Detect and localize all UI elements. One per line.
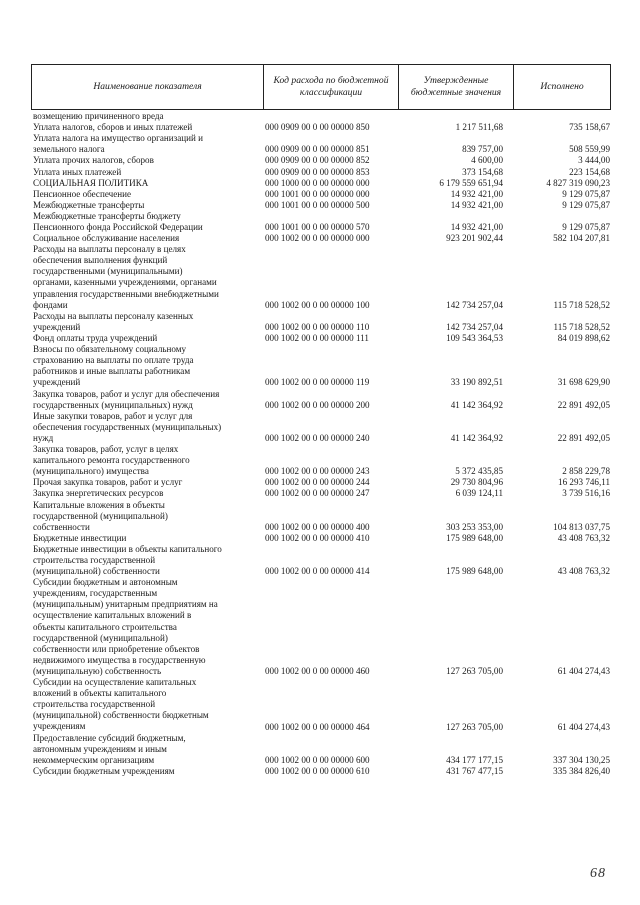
row-approved: 41 142 364,92 <box>450 399 503 410</box>
table-row <box>0 477 640 488</box>
row-executed: 3 444,00 <box>578 155 610 166</box>
row-executed: 61 404 274,43 <box>557 721 610 732</box>
row-code: 000 1001 00 0 00 00000 570 <box>265 221 370 232</box>
row-executed: 2 858 229,78 <box>562 466 610 477</box>
row-approved: 41 142 364,92 <box>450 432 503 443</box>
row-executed: 16 293 746,11 <box>558 477 610 488</box>
row-executed: 3 739 516,16 <box>562 488 610 499</box>
row-approved: 4 600,00 <box>471 155 503 166</box>
row-executed: 22 891 492,05 <box>557 399 610 410</box>
row-executed: 61 404 274,43 <box>557 665 610 676</box>
table-row <box>0 488 640 499</box>
row-executed: 735 158,67 <box>569 122 610 133</box>
row-approved: 923 201 902,44 <box>446 233 503 244</box>
row-code: 000 0909 00 0 00 00000 852 <box>265 155 370 166</box>
row-executed: 9 129 075,87 <box>562 188 610 199</box>
row-approved: 1 217 511,68 <box>455 122 503 133</box>
row-code: 000 1002 00 0 00 00000 410 <box>265 532 370 543</box>
handwritten-page-number: 68 <box>590 866 606 881</box>
row-code: 000 1002 00 0 00 00000 111 <box>265 333 369 343</box>
row-approved: 14 932 421,00 <box>450 199 503 210</box>
row-executed: 508 559,99 <box>569 144 610 155</box>
row-code: 000 1002 00 0 00 00000 414 <box>265 566 370 577</box>
row-approved: 142 734 257,04 <box>446 299 503 310</box>
header-code-column: Код расхода по бюджетной классификации <box>263 64 398 110</box>
row-code: 000 1002 00 0 00 00000 600 <box>265 754 370 765</box>
row-name: Пенсионное обеспечение <box>33 188 132 199</box>
row-name: Расходы на выплаты персоналу казенных учреждений <box>33 310 194 332</box>
table-row <box>0 544 640 577</box>
table-row <box>0 233 640 244</box>
row-code: 000 0909 00 0 00 00000 851 <box>265 144 370 155</box>
row-approved: 6 039 124,11 <box>455 488 503 499</box>
table-row <box>0 344 640 388</box>
row-executed: 582 104 207,81 <box>553 233 610 244</box>
row-code: 000 0909 00 0 00 00000 853 <box>265 166 370 177</box>
row-name: Социальное обслуживание населения <box>33 233 180 244</box>
row-executed: 223 154,68 <box>569 166 610 177</box>
row-code: 000 1002 00 0 00 00000 243 <box>265 466 370 477</box>
row-executed: 4 827 319 090,23 <box>546 177 610 188</box>
row-executed: 104 813 037,75 <box>553 521 610 532</box>
header-executed-column: Исполнено <box>513 64 611 110</box>
row-executed: 115 718 528,52 <box>553 299 610 310</box>
table-row <box>0 244 640 311</box>
table-row <box>0 211 640 233</box>
row-name: Межбюджетные трансферты <box>33 199 145 210</box>
row-name: Субсидии бюджетным и автономным учреждениям, государственным (муниципальным) унитарным предприятиям на осуществление капитальных вложений в объекты капитального строительства государственной (муниципальной) собственности или приобретение объектов недвижимого имущества в государственную (муниципальную) собственность <box>33 577 218 676</box>
row-code: 000 1002 00 0 00 00000 460 <box>265 665 370 676</box>
row-name: Бюджетные инвестиции <box>33 532 127 543</box>
row-name: Закупка энергетических ресурсов <box>33 488 164 499</box>
row-approved: 127 263 705,00 <box>446 665 503 676</box>
table-row <box>0 677 640 733</box>
row-code: 000 1002 00 0 00 00000 110 <box>265 321 370 332</box>
row-approved: 373 154,68 <box>462 166 503 177</box>
row-approved: 29 730 804,96 <box>450 477 503 488</box>
table-row <box>0 200 640 211</box>
row-code: 000 0909 00 0 00 00000 850 <box>265 122 370 133</box>
row-approved: 127 263 705,00 <box>446 721 503 732</box>
row-name: Межбюджетные трансферты бюджету Пенсионного фонда Российской Федерации <box>33 210 203 232</box>
row-name: Прочая закупка товаров, работ и услуг <box>33 477 183 488</box>
table-row <box>0 389 640 411</box>
row-name: СОЦИАЛЬНАЯ ПОЛИТИКА <box>33 177 149 188</box>
table-row <box>0 311 640 333</box>
row-executed: 337 304 130,25 <box>553 754 610 765</box>
row-executed: 335 384 826,40 <box>553 765 610 776</box>
row-code: 000 1002 00 0 00 00000 610 <box>265 765 370 776</box>
row-executed: 84 019 898,62 <box>557 333 610 343</box>
row-executed: 31 698 629,90 <box>557 377 610 388</box>
row-approved: 142 734 257,04 <box>446 321 503 332</box>
row-approved: 5 372 435,85 <box>455 466 503 477</box>
row-executed: 115 718 528,52 <box>553 321 610 332</box>
header-approved-column: Утвержденные бюджетные значения <box>398 64 513 110</box>
table-row <box>0 577 640 677</box>
row-name: Предоставление субсидий бюджетным, автономным учреждениям и иным некоммерческим организациям <box>33 732 186 765</box>
table-row <box>0 178 640 189</box>
row-name: возмещению причиненного вреда <box>33 111 164 121</box>
table-row <box>0 533 640 544</box>
row-code: 000 1002 00 0 00 00000 244 <box>265 477 370 488</box>
row-code: 000 1002 00 0 00 00000 464 <box>265 721 370 732</box>
table-row <box>0 167 640 178</box>
row-code: 000 1002 00 0 00 00000 247 <box>265 488 370 499</box>
row-code: 000 1001 00 0 00 00000 000 <box>265 188 370 199</box>
row-code: 000 1002 00 0 00 00000 400 <box>265 521 370 532</box>
row-code: 000 1002 00 0 00 00000 240 <box>265 432 370 443</box>
table-row <box>0 333 640 344</box>
row-name: Уплата иных платежей <box>33 166 122 177</box>
table-row <box>0 444 640 477</box>
row-name: Бюджетные инвестиции в объекты капитального строительства государственной (муниципальной) собственности <box>33 543 222 577</box>
header-name-column: Наименование показателя <box>31 64 263 110</box>
row-code: 000 1002 00 0 00 00000 000 <box>265 233 370 244</box>
row-name: Закупка товаров, работ и услуг для обеспечения государственных (муниципальных) нужд <box>33 388 220 410</box>
table-row <box>0 122 640 133</box>
row-approved: 175 989 648,00 <box>446 532 503 543</box>
row-code: 000 1002 00 0 00 00000 200 <box>265 399 370 410</box>
row-approved: 303 253 353,00 <box>446 521 503 532</box>
table-row <box>0 500 640 533</box>
row-code: 000 1001 00 0 00 00000 500 <box>265 199 370 210</box>
row-approved: 434 177 177,15 <box>446 754 503 765</box>
row-name: Капитальные вложения в объекты государственной (муниципальной) собственности <box>33 499 168 532</box>
row-name: Фонд оплаты труда учреждений <box>33 333 158 343</box>
row-approved: 14 932 421,00 <box>450 221 503 232</box>
row-approved: 109 543 364,53 <box>446 333 503 343</box>
row-code: 000 1002 00 0 00 00000 100 <box>265 299 370 310</box>
row-name: Иные закупки товаров, работ и услуг для обеспечения государственных (муниципальных) нужд <box>33 410 222 443</box>
row-approved: 6 179 559 651,94 <box>439 177 503 188</box>
table-row <box>0 155 640 166</box>
row-executed: 22 891 492,05 <box>557 432 610 443</box>
row-name: Взносы по обязательному социальному страхованию на выплаты по оплате труда работников и иные выплаты работникам учреждений <box>33 344 194 388</box>
row-approved: 839 757,00 <box>462 144 503 155</box>
row-executed: 9 129 075,87 <box>562 221 610 232</box>
row-name: Субсидии бюджетным учреждениям <box>33 765 175 776</box>
table-row <box>0 766 640 777</box>
row-name: Расходы на выплаты персоналу в целях обеспечения выполнения функций государственными (муниципальными) органами, казенными учреждениями, органами управления государственными внебюджетными фондами <box>33 244 219 310</box>
row-approved: 33 190 892,51 <box>450 377 503 388</box>
row-executed: 43 408 763,32 <box>557 532 610 543</box>
table-row <box>0 111 640 122</box>
table-row <box>0 411 640 444</box>
row-name: Субсидии на осуществление капитальных вложений в объекты капитального строительства государственной (муниципальной) собственности бюджетным учреждениям <box>33 677 209 732</box>
row-approved: 14 932 421,00 <box>450 188 503 199</box>
row-executed: 43 408 763,32 <box>557 566 610 577</box>
table-row <box>0 189 640 200</box>
table-row <box>0 733 640 766</box>
row-name: Уплата налогов, сборов и иных платежей <box>33 122 193 133</box>
row-code: 000 1000 00 0 00 00000 000 <box>265 177 370 188</box>
row-approved: 431 767 477,15 <box>446 765 503 776</box>
row-executed: 9 129 075,87 <box>562 199 610 210</box>
table-row <box>0 133 640 155</box>
row-approved: 175 989 648,00 <box>446 566 503 577</box>
row-code: 000 1002 00 0 00 00000 119 <box>265 377 370 388</box>
row-name: Уплата прочих налогов, сборов <box>33 155 154 166</box>
row-name: Уплата налога на имущество организаций и земельного налога <box>33 133 203 155</box>
row-name: Закупка товаров, работ, услуг в целях капитального ремонта государственного (муниципального) имущества <box>33 444 190 477</box>
